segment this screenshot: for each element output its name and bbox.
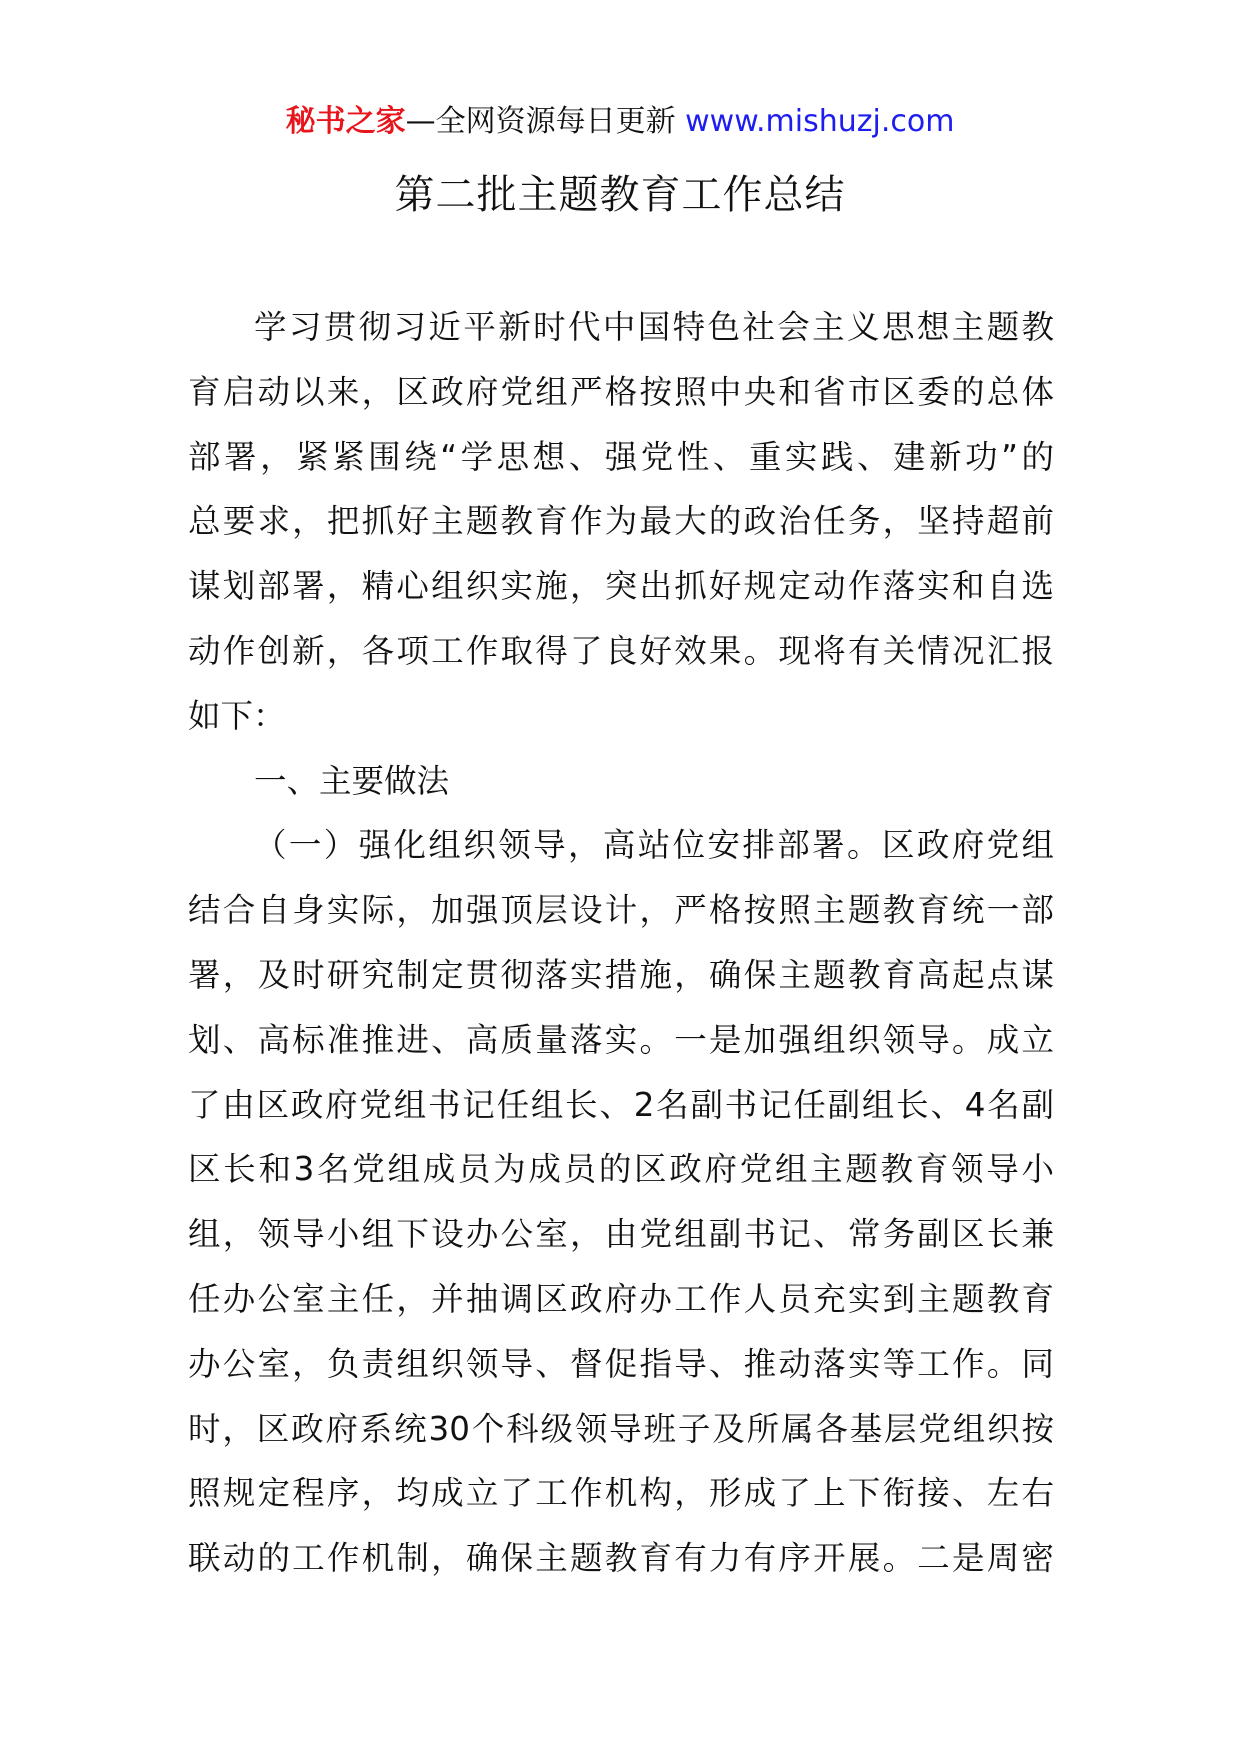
section-heading: 一、主要做法 <box>254 761 450 800</box>
body-line: 组，领导小组下设办公室，由党组副书记、常务副区长兼 <box>188 1215 1054 1254</box>
site-slogan: —全网资源每日更新 <box>405 104 686 139</box>
subsection-heading-line: （一）强化组织领导，高站位安排部署。区政府党组 <box>254 826 1054 865</box>
site-url-link[interactable]: www.mishuzj.com <box>685 104 955 139</box>
body-line: 任办公室主任，并抽调区政府办工作人员充实到主题教育 <box>188 1279 1054 1318</box>
document-body <box>188 295 1054 1591</box>
body-line: 联动的工作机制，确保主题教育有力有序开展。二是周密 <box>188 1539 1054 1578</box>
site-header <box>0 100 1240 144</box>
body-line: 署，及时研究制定贯彻落实措施，确保主题教育高起点谋 <box>188 955 1054 994</box>
body-line: 动作创新，各项工作取得了良好效果。现将有关情况汇报 <box>188 631 1054 670</box>
body-line: 划、高标准推进、高质量落实。一是加强组织领导。成立 <box>188 1020 1054 1059</box>
site-brand: 秘书之家 <box>285 104 406 139</box>
document-title: 第二批主题教育工作总结 <box>394 172 846 218</box>
body-line: 结合自身实际，加强顶层设计，严格按照主题教育统一部 <box>188 891 1054 930</box>
body-line: 时，区政府系统30个科级领导班子及所属各基层党组织按 <box>188 1409 1054 1448</box>
body-line: 部署，紧紧围绕“学思想、强党性、重实践、建新功”的 <box>188 437 1054 476</box>
body-line: 如下： <box>188 696 286 735</box>
body-line: 区长和3名党组成员为成员的区政府党组主题教育领导小 <box>188 1150 1054 1189</box>
body-line: 育启动以来，区政府党组严格按照中央和省市区委的总体 <box>188 372 1054 411</box>
body-line: 了由区政府党组书记任组长、2名副书记任副组长、4名副 <box>188 1085 1054 1124</box>
body-line: 总要求，把抓好主题教育作为最大的政治任务，坚持超前 <box>188 502 1054 541</box>
body-line: 照规定程序，均成立了工作机构，形成了上下衔接、左右 <box>188 1474 1054 1513</box>
body-line: 谋划部署，精心组织实施，突出抓好规定动作落实和自选 <box>188 567 1054 606</box>
body-line: 学习贯彻习近平新时代中国特色社会主义思想主题教 <box>254 308 1054 346</box>
body-line: 办公室，负责组织领导、督促指导、推动落实等工作。同 <box>188 1344 1054 1383</box>
